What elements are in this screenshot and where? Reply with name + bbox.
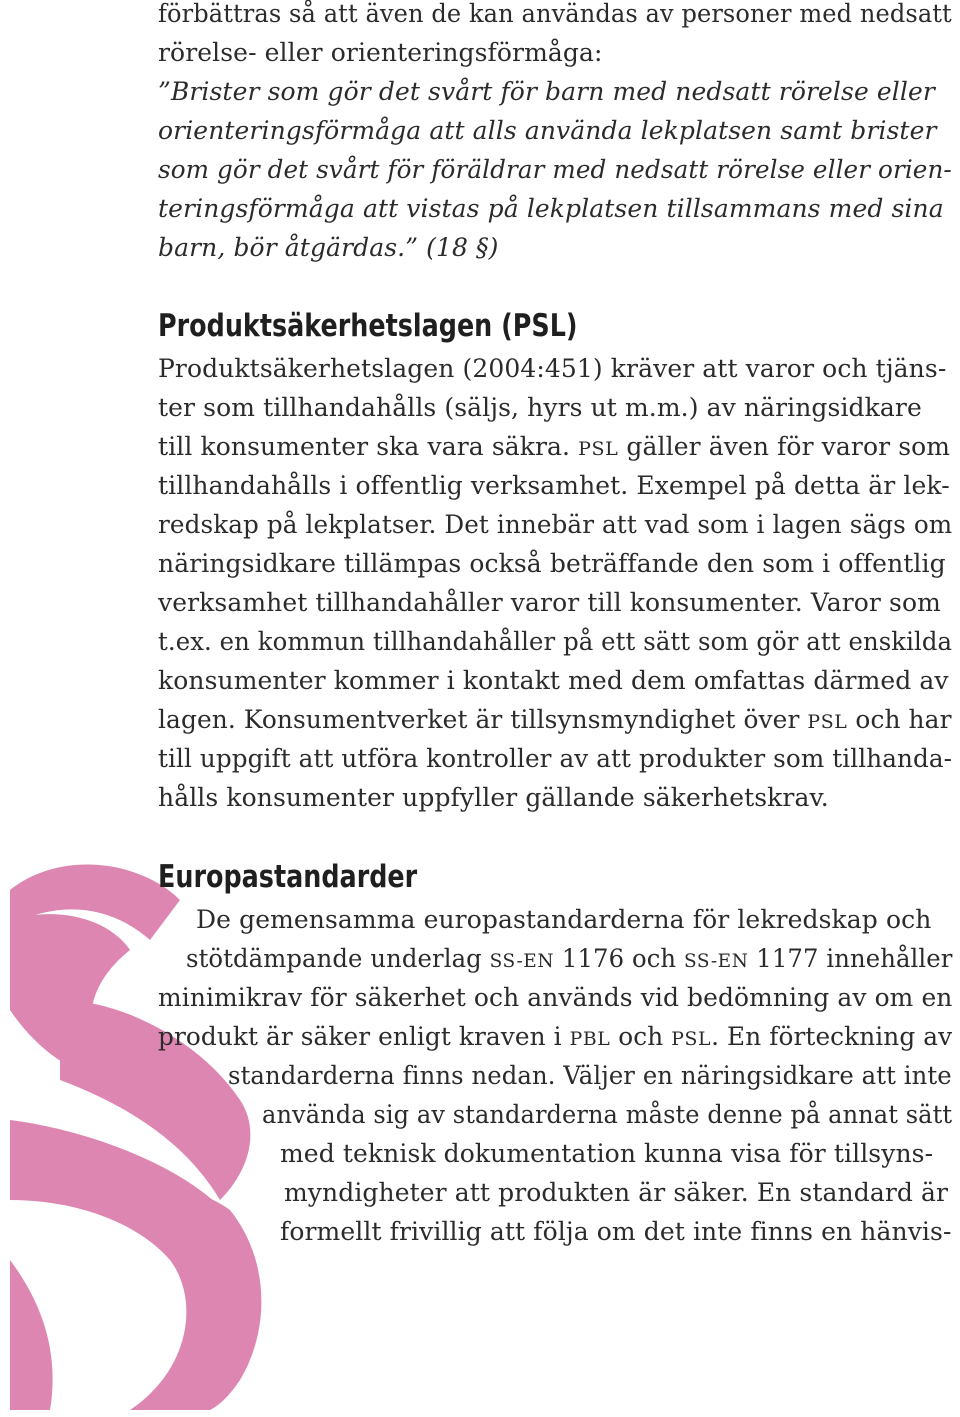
abbreviation: PSL xyxy=(578,438,619,460)
paragraph-line: redskap på lekplatser. Det innebär att vad som i lagen sägs om xyxy=(158,510,953,539)
paragraph-line: använda sig av standarderna måste denne på annat sätt xyxy=(262,1100,953,1129)
text-span: 1177 innehåller xyxy=(748,944,953,973)
paragraph-line: Produktsäkerhetslagen (2004:451) kräver att varor och tjäns- xyxy=(158,354,947,383)
text-span: . En förteckning av xyxy=(711,1022,953,1051)
paragraph-line: De gemensamma europastandarderna för lekredskap och xyxy=(196,905,932,934)
paragraph-line: standarderna finns nedan. Väljer en näringsidkare att inte xyxy=(228,1061,952,1090)
paragraph-line: t.ex. en kommun tillhandahåller på ett sätt som gör att enskilda xyxy=(158,627,953,656)
abbreviation: PBL xyxy=(569,1028,611,1050)
paragraph-line: minimikrav för säkerhet och används vid bedömning av om en xyxy=(158,983,953,1012)
paragraph-line xyxy=(186,939,952,981)
abbreviation: SS-EN xyxy=(684,950,749,972)
text-span: stötdämpande underlag xyxy=(186,944,490,973)
abbreviation: PSL xyxy=(807,711,848,733)
quote-line: ”Brister som gör det svårt för barn med nedsatt rörelse eller xyxy=(158,77,935,106)
paragraph-line xyxy=(158,1017,952,1059)
text-span: till konsumenter ska vara säkra. xyxy=(158,432,579,461)
text-span: gäller även för varor som xyxy=(618,432,951,461)
text-span: produkt är säker enligt kraven i xyxy=(158,1022,570,1051)
text-span: lagen. Konsumentverket är tillsynsmyndighet över xyxy=(158,705,808,734)
paragraph-line xyxy=(158,700,952,742)
paragraph-line: formellt frivillig att följa om det inte finns en hänvis- xyxy=(280,1217,952,1246)
quote-line: barn, bör åtgärdas.” (18 §) xyxy=(158,233,499,262)
section-heading-europastandarder: Europastandarder xyxy=(158,859,418,895)
intro-line: rörelse- eller orienteringsförmåga: xyxy=(158,38,603,67)
paragraph-line: till uppgift att utföra kontroller av att produkter som tillhanda- xyxy=(158,744,953,773)
quote-line: teringsförmåga att vistas på lekplatsen tillsammans med sina xyxy=(158,194,944,223)
paragraph-line: verksamhet tillhandahåller varor till konsumenter. Varor som xyxy=(158,588,941,617)
intro-line: förbättras så att även de kan användas av personer med nedsatt xyxy=(158,0,952,28)
paragraph-line: med teknisk dokumentation kunna visa för tillsyns- xyxy=(280,1139,934,1168)
abbreviation: SS-EN xyxy=(489,950,555,972)
paragraph-line: hålls konsumenter uppfyller gällande säkerhetskrav. xyxy=(158,783,829,812)
text-span: 1176 och xyxy=(554,944,685,973)
paragraph-line xyxy=(158,427,950,469)
paragraph-line: konsumenter kommer i kontakt med dem omfattas därmed av xyxy=(158,666,949,695)
paragraph-line: tillhandahålls i offentlig verksamhet. Exempel på detta är lek- xyxy=(158,471,950,500)
text-span: och xyxy=(610,1022,672,1051)
abbreviation: PSL xyxy=(671,1028,712,1050)
quote-line: som gör det svårt för föräldrar med nedsatt rörelse eller orien- xyxy=(158,155,952,184)
paragraph-line: näringsidkare tillämpas också beträffande den som i offentlig xyxy=(158,549,946,578)
quote-line: orienteringsförmåga att alls använda lekplatsen samt brister xyxy=(158,116,937,145)
paragraph-line: myndigheter att produkten är säker. En standard är xyxy=(284,1178,949,1207)
paragraph-line: ter som tillhandahålls (säljs, hyrs ut m.m.) av näringsidkare xyxy=(158,393,922,422)
text-span: och har xyxy=(847,705,952,734)
section-heading-psl: Produktsäkerhetslagen (PSL) xyxy=(158,308,578,344)
